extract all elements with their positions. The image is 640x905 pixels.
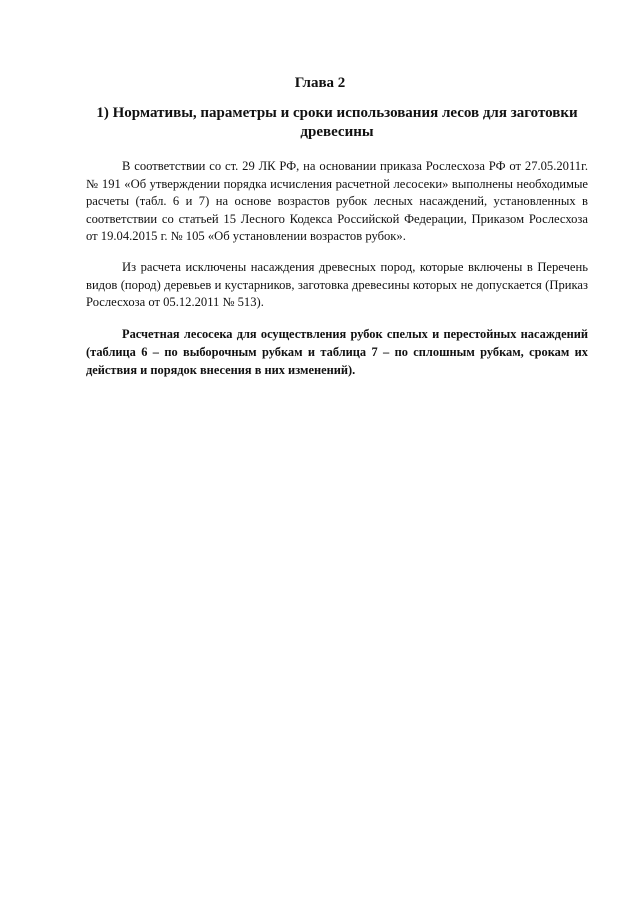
paragraph-2 [86, 259, 588, 312]
paragraph-3 [86, 325, 588, 379]
paragraph-2-text: Из расчета исключены насаждения древесных пород, которые включены в Перечень видов (пород) деревьев и кустарников, заготовка древесины которых не допускается (Приказ Рослесхоза от 05.12.2011 № 513). [86, 260, 588, 309]
section-title: 1) Нормативы, параметры и сроки использования лесов для заготовки древесины [96, 105, 578, 140]
paragraph-1-text: В соответствии со ст. 29 ЛК РФ, на основании приказа Рослесхоза РФ от 27.05.2011г. № 191 «Об утверждении порядка исчисления расчетной лесосеки» выполнены необходимые расчеты (табл. 6 и 7) на основе возрастов рубок лесных насаждений, установленных в соответствии со статьей 15 Лесного Кодекса Российской Федерации, Приказом Рослесхоза от 19.04.2015 г. № 105 «Об установлении возрастов рубок». [86, 159, 588, 243]
chapter-title: Глава 2 [294, 75, 346, 91]
paragraph-1 [86, 158, 588, 246]
paragraph-3-text: Расчетная лесосека для осуществления рубок спелых и перестойных насаждений (таблица 6 – по выборочным рубкам и таблица 7 – по сплошным рубкам, срокам их действия и порядок внесения в них изменений). [86, 327, 588, 377]
